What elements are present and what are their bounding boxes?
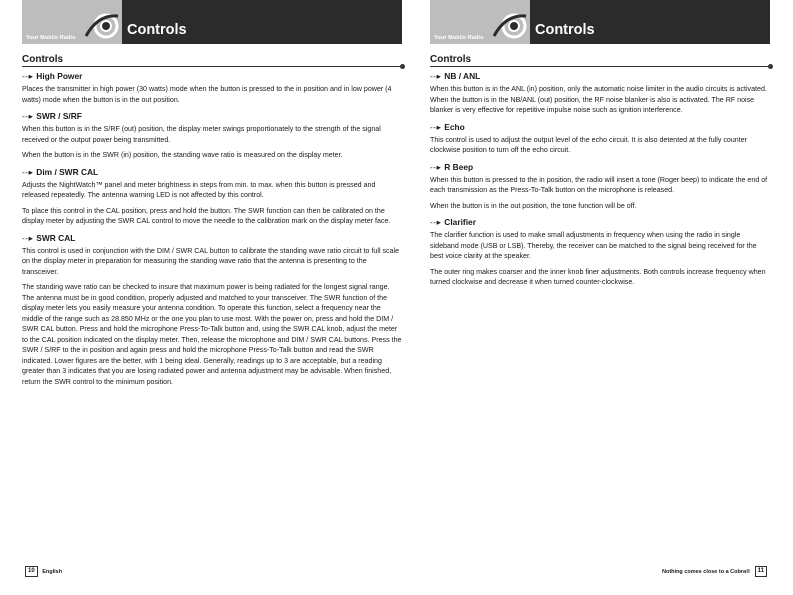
body-paragraph: Places the transmitter in high power (30 watts) mode when the button is pressed to the in position and in low power (4 watts) mode when the button is in the out position. [22, 85, 392, 104]
body-paragraph: The standing wave ratio can be checked to insure that maximum power is being radiated for the longest signal range. The antenna must be in good condition, properly adjusted and matched to your transceiver. The SWR function of the display meter lets you easily measure your antenna condition. To operate this function, select a frequency near the middle of the range such as 28.850 MHz or the one you plan to use most. With the power on, press and hold the DIM / SWR CAL button. Press and hold the microphone Press-To-Talk button and, using the SWR CAL knob, adjust the meter to the CAL position indicated on the display meter. Then, release the microphone and DIM / SWR CAL buttons. Press the SWR / S/RF to the in position and again press and hold the microphone Press-To-Talk button and read the SWR indicated. Lower figures are the better, with 1 being ideal. Generally, readings up to 3 are acceptable, but a reading greater than 3 indicates that you are losing radiated power and antenna adjustment may be advisable. When finished, return the SWR control to the minimum position. [22, 283, 402, 386]
body-paragraph: This control is used to adjust the output level of the echo circuit. It is also detented at the fully counter clockwise position to turn off the echo circuit. [430, 135, 748, 154]
section-subheading [22, 110, 402, 122]
double-dash-arrow-icon: --▸ [430, 161, 442, 172]
body-paragraph: When this button is in the S/RF (out) position, the display meter swings proportionately to the strength of the signal received or the output power being transmitted. [22, 125, 381, 144]
body-paragraph: This control is used in conjunction with the DIM / SWR CAL button to calibrate the standing wave ratio circuit to full scale on the display meter in preparation for measuring the standing wave ratio that the antenna is presenting to the transceiver. [22, 246, 400, 276]
page-number: 11 [755, 566, 767, 577]
section-heading: Controls [430, 54, 472, 65]
subheading-text: SWR / S/RF [36, 111, 82, 121]
divider-rule [22, 66, 402, 67]
cobra-swoosh-logo-icon [84, 10, 120, 40]
section-subheading [22, 70, 402, 82]
subheading-text: Clarifier [444, 217, 476, 227]
subheading-text: SWR CAL [36, 232, 76, 243]
body-paragraph: The clarifier function is used to make small adjustments in frequency when using the radio in single sideband mode (USB or LSB). Thereby, the receiver can be matched to the signal being received for the best voice clarity at the speaker. [430, 231, 757, 260]
double-dash-arrow-icon: --▸ [22, 111, 34, 121]
page-number: 10 [25, 566, 38, 577]
subheading-text: Echo [444, 121, 465, 132]
left-page [22, 0, 402, 595]
page-header [430, 0, 770, 44]
subheading-text: Dim / SWR CAL [36, 166, 99, 177]
header-subtitle: Your Mobile Radio [434, 35, 484, 41]
section-heading: Controls [22, 54, 64, 65]
subheading-text: R Beep [444, 161, 474, 172]
header-subtitle: Your Mobile Radio [26, 35, 76, 41]
divider-rule [430, 66, 770, 67]
body-paragraph: When this button is pressed to the in position, the radio will insert a tone (Roger beep) to indicate the end of each transmission as the Press-To-Talk button on the microphone is released. [430, 175, 768, 194]
footer-tagline: Nothing comes close to a Cobra [662, 568, 747, 575]
page-header [22, 0, 402, 44]
right-content [430, 70, 770, 293]
cobra-swoosh-logo-icon [492, 10, 528, 40]
body-paragraph: To place this control in the CAL position, press and hold the button. The SWR function can then be calibrated on the display meter by adjusting the SWR CAL control to move the needle to the calibration mark on the display meter face. [22, 206, 391, 225]
double-dash-arrow-icon: --▸ [22, 232, 34, 243]
left-content [22, 70, 402, 392]
body-paragraph: The outer ring makes coarser and the inner knob finer adjustments. Both controls increase frequency when turned clockwise and decrease it when turned counter-clockwise. [430, 267, 766, 286]
subheading-text: NB / ANL [444, 71, 481, 81]
page-footer: Nothing comes close to a Cobra® 11 [662, 566, 770, 577]
section-subheading [22, 166, 402, 178]
section-subheading [430, 216, 770, 228]
subheading-text: High Power [36, 71, 83, 81]
section-subheading [430, 70, 770, 82]
body-paragraph: When this button is in the ANL (in) position, only the automatic noise limiter in the audio circuits is activated. When the button is in the NB/ANL (out) position, the RF noise blanker is also is activated. The RF noise blanker is very effective for repetitive impulse noise such as ignition interference. [430, 85, 767, 114]
double-dash-arrow-icon: --▸ [430, 217, 442, 227]
body-paragraph: When the button is in the out position, the tone function will be off. [430, 201, 637, 210]
double-dash-arrow-icon: --▸ [430, 121, 442, 132]
page-title: Controls [127, 22, 187, 38]
body-paragraph: Adjusts the NightWatch™ panel and meter brightness in steps from min. to max. when this button is pressed and released repeatedly. The antenna warning LED is not affected by this control. [22, 180, 376, 199]
page-title: Controls [535, 22, 595, 38]
double-dash-arrow-icon: --▸ [22, 166, 34, 177]
section-subheading [430, 121, 770, 133]
section-subheading [430, 161, 770, 173]
right-page [430, 0, 770, 595]
body-paragraph: When the button is in the SWR (in) position, the standing wave ratio is measured on the display meter. [22, 151, 343, 159]
double-dash-arrow-icon: --▸ [430, 71, 442, 81]
page-footer [22, 566, 62, 577]
section-subheading [22, 232, 402, 244]
double-dash-arrow-icon: --▸ [22, 71, 34, 81]
footer-language: English [42, 568, 63, 575]
